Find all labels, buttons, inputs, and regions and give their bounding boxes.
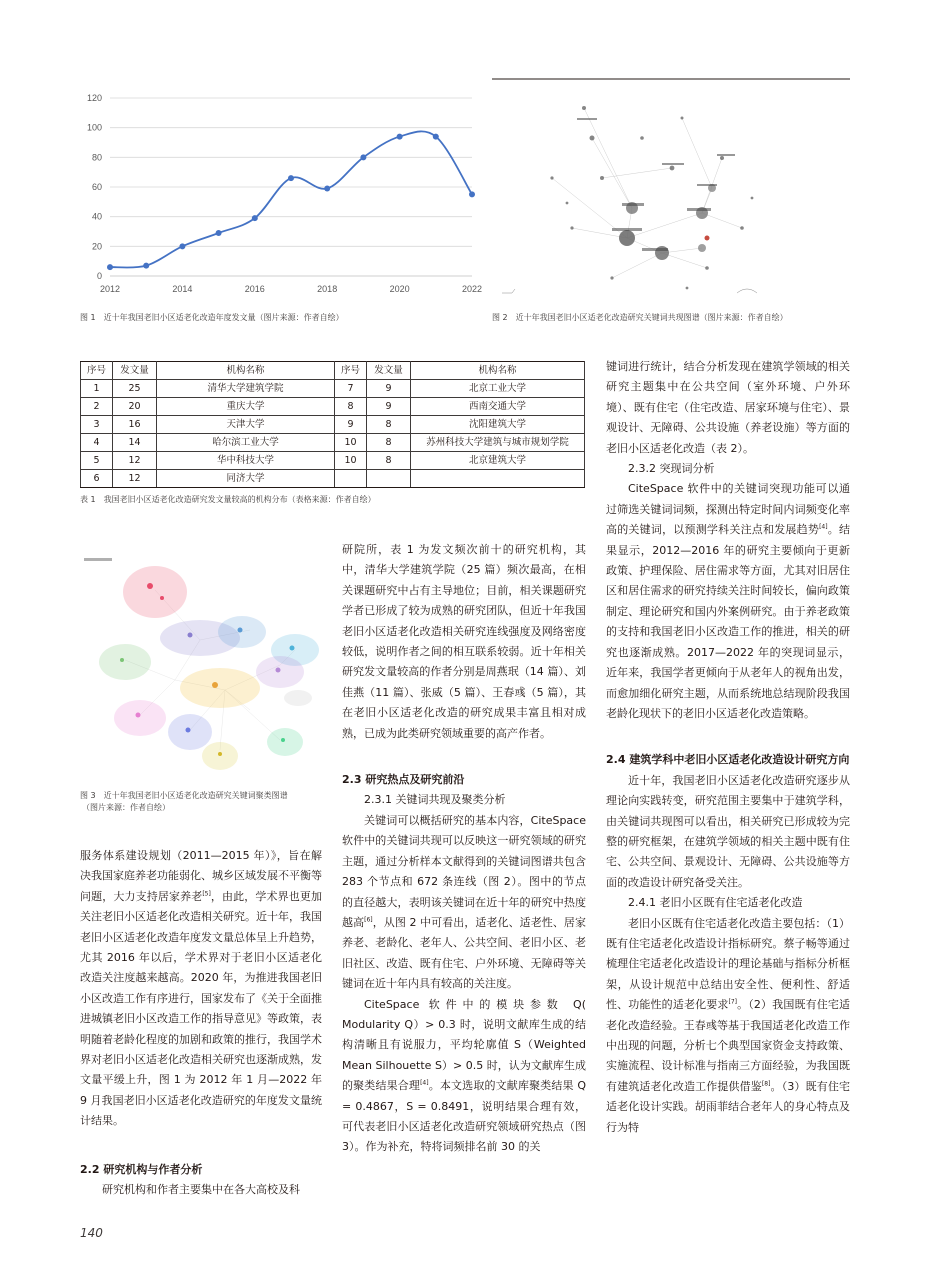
section-heading-2-4: 2.4 建筑学科中老旧小区适老化改造设计研究方向 (606, 753, 850, 767)
paragraph (342, 995, 586, 1158)
paragraph-text: CiteSpace 软件中的模块参数 Q( Modularity Q）> 0.3 时，说明文献库生成的结构清晰且有说服力，平均轮廓值 S（Weighted Mean Silhouette S）> 0.5 时，认为文献库生成的聚类结果合理 (342, 997, 586, 1093)
x-tick-label: 2020 (389, 284, 410, 294)
cluster-graph (80, 550, 330, 782)
paragraph-text: 老旧小区既有住宅适老化改造主要包括：（1）既有住宅适老化改造设计指标研究。蔡子畅等通过梳理住宅适老化改造设计的理论基础与指标分析框架，从设计规范中总结出安全性、便利性、舒适性、功能性的适老化要求 (606, 916, 850, 1012)
data-point (107, 264, 113, 270)
table-row (81, 452, 585, 470)
section-heading-2-2: 2.2 研究机构与作者分析 (80, 1162, 203, 1176)
figure-3-caption-line2: （图片来源：作者自绘） (82, 803, 170, 812)
section-heading-2-3: 2.3 研究热点及研究前沿 (342, 773, 465, 787)
table-cell: 8 (367, 434, 411, 452)
table-row (81, 380, 585, 398)
paragraph: 键词进行统计，结合分析发现在建筑学领域的相关研究主题集中在公共空间（室外环境、户外环境）、既有住宅（住宅改造、居家环境与住宅）、景观设计、无障碍、公共设施（养老设施）等方面的老旧小区适老化改造（表 2）。 (606, 360, 850, 455)
figure-3-caption-line1: 图 3 近十年我国老旧小区适老化改造研究关键词聚类图谱 (80, 791, 288, 800)
chart-svg (80, 86, 483, 306)
table-cell: 6 (81, 470, 113, 488)
data-point (143, 263, 149, 269)
table-row (81, 416, 585, 434)
table-cell: 12 (113, 470, 157, 488)
text-column-2 (342, 540, 586, 1158)
table-row (81, 434, 585, 452)
table-header-cell: 机构名称 (157, 362, 335, 380)
subsection-heading-2-3-1: 2.3.1 关键词共现及聚类分析 (364, 793, 506, 807)
network-graph (492, 78, 850, 308)
y-tick-label: 120 (86, 93, 102, 103)
table-cell: 西南交通大学 (411, 398, 585, 416)
table-cell: 10 (335, 434, 367, 452)
table-cell: 8 (335, 398, 367, 416)
table-1-institutions (80, 361, 585, 488)
table-row (81, 470, 585, 488)
paragraph-text: 关键词可以概括研究的基本内容，CiteSpace 软件中的关键词共现可以反映这一研究领域的研究主题，通过分析样本文献得到的关键词图谱共包含 283 个节点和 672 条连线（图 2）。图中的节点的直径越大，表明该关键词在近十年的研究中热度越高 (342, 813, 586, 929)
paragraph-text: ，由此，学术界也更加关注老旧小区适老化改造相关研究。近十年，我国老旧小区适老化改造年度发文量总体呈上升趋势，尤其 2016 年以后，学术界对于老旧小区适老化改造关注度越来越高。2020 年，为推进我国老旧小区改造工作有序进行，国家发布了《关于全面推进城镇老旧小区改造工作的指导意见》等政策，表明随着老龄化程度的加剧和政策的推行，我国学术界对老旧小区适老化改造相关研究也逐渐成熟，发文量平缓上升，图 1 为 2012 年 1 月—2022 年 9 月我国老旧小区适老化改造研究的年度发文量统计结果。 (80, 889, 323, 1128)
paragraph (80, 846, 322, 1132)
y-tick-label: 100 (86, 122, 102, 133)
paragraph-text: ，从图 2 中可看出，适老化、适老性、居家养老、老龄化、老年人、公共空间、老旧小区、老旧社区、改造、既有住宅、户外环境、无障碍等关键词在近十年内具有较高的关注度。 (342, 915, 586, 991)
paragraph-text: 。（2）我国既有住宅适老化改造经验。王春彧等基于我国适老化改造工作中出现的问题，分析七个典型国家资金支持政策、实施流程、设计标准与指南三方面经验，为我国既有建筑适老化改造工作提供借鉴 (606, 998, 850, 1093)
table-cell: 1 (81, 380, 113, 398)
y-tick-label: 40 (91, 211, 102, 222)
table-cell: 沈阳建筑大学 (411, 416, 585, 434)
table-cell: 9 (335, 416, 367, 434)
x-tick-label: 2022 (461, 284, 483, 294)
figure-1-line-chart (80, 86, 483, 306)
paragraph: 近十年，我国老旧小区适老化改造研究逐步从理论向实践转变，研究范围主要集中于建筑学科，由关键词共现图可以看出，相关研究已形成较为完整的研究框架，在建筑学领域的相关主题中既有住宅、公共空间、景观设计、无障碍、公共设施等方面的改造设计研究备受关注。 (606, 773, 850, 889)
citation-ref: [4] (819, 523, 828, 531)
citation-ref: [8] (761, 1080, 771, 1088)
citation-ref: [5] (202, 890, 211, 898)
table-header-cell: 发文量 (367, 362, 411, 380)
y-tick-label: 60 (91, 182, 102, 192)
y-tick-label: 0 (96, 271, 102, 281)
table-cell: 清华大学建筑学院 (157, 380, 335, 398)
subsection-heading-2-4-1: 2.4.1 老旧小区既有住宅适老化改造 (628, 896, 803, 910)
table-cell: 8 (367, 452, 411, 470)
table-cell: 14 (113, 434, 157, 452)
table-cell: 同济大学 (157, 470, 335, 488)
y-tick-label: 80 (91, 152, 102, 163)
subsection-heading-2-3-2: 2.3.2 突现词分析 (628, 462, 715, 476)
table-cell (411, 470, 585, 488)
x-tick-label: 2012 (99, 284, 121, 294)
paragraph (606, 479, 850, 724)
table-1-caption: 表 1 我国老旧小区适老化改造研究发文量较高的机构分布（表格来源：作者自绘） (80, 495, 376, 504)
table-cell: 哈尔滨工业大学 (157, 434, 335, 452)
paragraph-text: CiteSpace 软件中的关键词突现功能可以通过筛选关键词词频，探测出特定时间内词频变化率高的关键词，以预测学科关注点和发展趋势 (606, 482, 850, 537)
table-cell: 16 (113, 416, 157, 434)
table-cell: 20 (113, 398, 157, 416)
paragraph-text: 服务体系建设规划（2011—2015 年）》，旨在解决我国家庭养老功能弱化、城乡区域发展不平衡等问题，大力支持居家养老 (80, 849, 322, 903)
citation-ref: [6] (364, 916, 373, 924)
table-header-row (81, 362, 585, 380)
paragraph: 研究机构和作者主要集中在各大高校及科 (102, 1183, 300, 1197)
page-number: 140 (80, 1226, 103, 1240)
citation-ref: [7] (728, 998, 737, 1006)
figure-2-network-image (492, 78, 850, 308)
table-cell: 25 (113, 380, 157, 398)
table-cell: 天津大学 (157, 416, 335, 434)
table-cell (367, 470, 411, 488)
table-cell: 2 (81, 398, 113, 416)
table-cell: 重庆大学 (157, 398, 335, 416)
table-cell: 4 (81, 434, 113, 452)
table-cell (335, 470, 367, 488)
y-tick-label: 20 (91, 241, 102, 252)
table-cell: 8 (367, 416, 411, 434)
data-point (216, 230, 222, 236)
text-column-3 (606, 357, 850, 1138)
table-cell: 苏州科技大学建筑与城市规划学院 (411, 434, 585, 452)
table-row (81, 398, 585, 416)
paragraph-text: 。结果显示，2012—2016 年的研究主要倾向于更新政策、护理保险、居住需求等方面，尤其对旧居住区和居住需求的研究持续关注时间较长，偏向政策制定、理论研究和国内外案例研究。由于养老政策的支持和我国老旧小区改造工作的推进，相关的研究也逐渐成熟。2017—2022 年的突现词显示，近年来，我国学者更倾向于从老年人的视角出发，而愈加细化研究主题，从而系统地总结现阶段我国老龄化现状下的老旧小区适老化改造策略。 (606, 523, 851, 720)
data-point (360, 154, 366, 160)
table-cell: 9 (367, 380, 411, 398)
table-cell: 7 (335, 380, 367, 398)
table-header-cell: 机构名称 (411, 362, 585, 380)
table-cell: 5 (81, 452, 113, 470)
figure-1-caption: 图 1 近十年我国老旧小区适老化改造年度发文量（图片来源：作者自绘） (80, 313, 344, 322)
citation-ref: [4] (420, 1079, 429, 1087)
table-header-cell: 发文量 (113, 362, 157, 380)
table-cell: 北京工业大学 (411, 380, 585, 398)
data-point (324, 185, 330, 191)
table-cell: 华中科技大学 (157, 452, 335, 470)
x-tick-label: 2018 (317, 284, 338, 294)
paragraph: 研院所，表 1 为发文频次前十的研究机构，其中，清华大学建筑学院（25 篇）频次最高，在相关课题研究中占有主导地位；目前，相关课题研究学者已形成了较为成熟的研究团队，但近十年我国老旧小区适老化改造相关研究连线强度及网络密度较低，说明作者之间的相互联系较弱。近十年相关研究发文量较高的作者分别是周燕珉（14 篇）、刘佳燕（11 篇）、张威（5 篇）、王春彧（5 篇），其在老旧小区适老化改造的研究成果丰富且相对成熟，已成为此类研究领域重要的高产作者。 (342, 543, 586, 740)
figure-3-cluster-image (80, 550, 330, 782)
data-point (179, 243, 185, 249)
data-point (397, 134, 403, 140)
table-header-cell: 序号 (335, 362, 367, 380)
data-point (469, 191, 475, 197)
table-cell: 9 (367, 398, 411, 416)
text-column-1 (80, 846, 322, 1201)
paragraph-text: 。本文选取的文献库聚类结果 Q = 0.4867，S = 0.8491，说明结果合理有效，可代表老旧小区适老化改造研究领域研究热点（图 3）。作为补充，特将词频排名前 30 的关 (342, 1079, 587, 1154)
x-tick-label: 2014 (172, 284, 193, 294)
data-point (252, 215, 258, 221)
table-cell: 3 (81, 416, 113, 434)
table-cell: 北京建筑大学 (411, 452, 585, 470)
table-cell: 12 (113, 452, 157, 470)
table-header-cell: 序号 (81, 362, 113, 380)
x-tick-label: 2016 (244, 284, 265, 294)
paragraph (606, 914, 850, 1138)
series-line (110, 131, 472, 267)
data-point (288, 175, 294, 181)
data-point (433, 134, 439, 140)
figure-2-caption: 图 2 近十年我国老旧小区适老化改造研究关键词共现图谱（图片来源：作者自绘） (492, 313, 788, 322)
paragraph-text: 。（3）既有住宅适老化设计实践。胡雨菲结合老年人的身心特点及行为特 (606, 1079, 851, 1134)
figure-3-caption (80, 790, 330, 814)
paragraph (342, 811, 586, 995)
table-cell: 10 (335, 452, 367, 470)
